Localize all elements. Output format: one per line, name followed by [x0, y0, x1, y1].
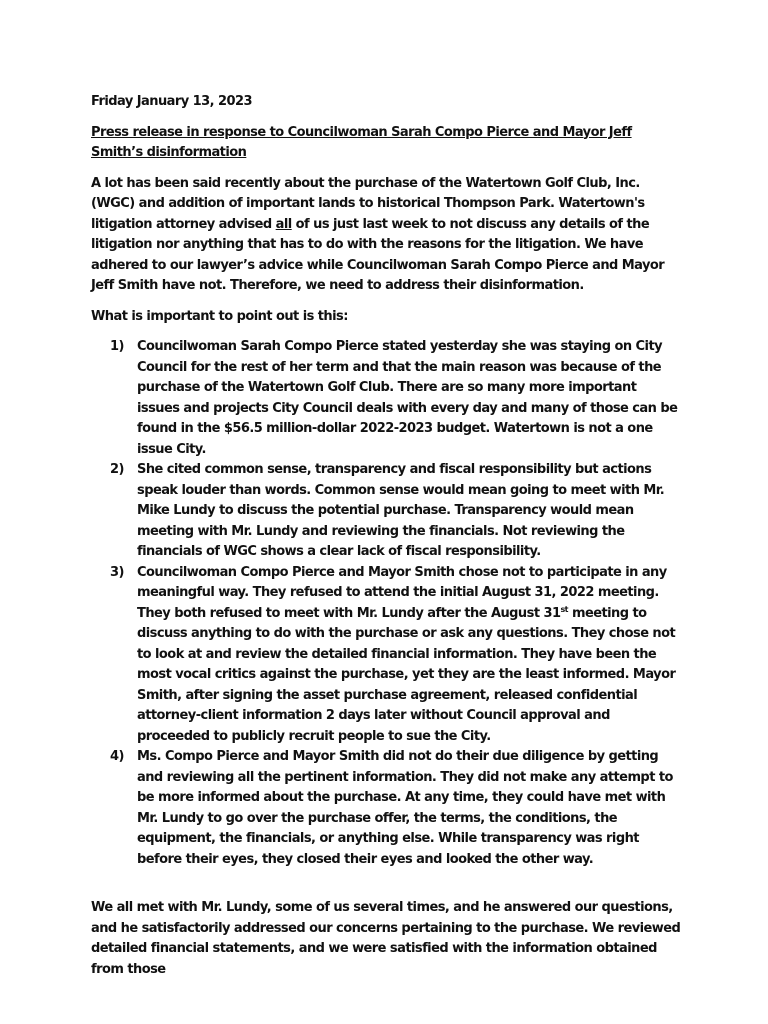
list-item-text [137, 565, 675, 744]
intro-text-end: of us just last week to not discuss any details of the litigation nor anything that has to do with the reasons for the litigation. We have adhered to our lawyer’s advice while Councilwoman Sarah Compo Pierce and Mayor Jeff Smith have not. Therefore, we need to address their disinformation. [91, 216, 665, 293]
lead-in-paragraph: What is important to point out is this: [91, 308, 348, 324]
closing-paragraph: We all met with Mr. Lundy, some of us several times, and he answered our questions, and he satisfactorily addressed our concerns pertaining to the purchase. We reviewed detailed financial statements, and we were satisfied with the information obtained from those [91, 900, 681, 977]
list-item-number: 3) [110, 564, 124, 580]
intro-paragraph [91, 174, 681, 297]
list-item-text: Ms. Compo Pierce and Mayor Smith did not do their due diligence by getting and reviewing all the pertinent information. They did not make any attempt to be more informed about the purchase. At any time, they could have met with Mr. Lundy to go over the purchase offer, the terms, the conditions, the equipment, the financials, or anything else. While transparency was right before their eyes, they closed their eyes and looked the other way. [137, 749, 673, 867]
document-page [91, 92, 681, 990]
list-item [91, 563, 681, 748]
list-item-text: Councilwoman Sarah Compo Pierce stated yesterday she was staying on City Council for the rest of her term and that the main reason was because of the purchase of the Watertown Golf Club. There are so many more important issues and projects City Council deals with every day and many of those can be found in the $56.5 million-dollar 2022-2023 budget. Watertown is not a one issue City. [137, 339, 678, 457]
list-item-text-part-b: meeting to discuss anything to do with the purchase or ask any questions. They chose not to look at and review the detailed financial information. They have been the most vocal critics against the purchase, yet they are the least informed. Mayor Smith, after signing the asset purchase agreement, released confidential attorney-client information 2 days later without Council approval and proceeded to publicly recruit people to sue the City. [137, 605, 676, 744]
intro-underlined-all: all [275, 216, 292, 232]
list-item [91, 337, 681, 460]
document-date: Friday January 13, 2023 [91, 94, 252, 109]
intro-text-start: A lot has been said recently about the purchase of the Watertown Golf Club, Inc. (WGC) and addition of important lands to historical Thompson Park. Watertown's litigation attorney advised [91, 175, 645, 232]
list-item-number: 2) [110, 462, 124, 477]
list-item [91, 747, 681, 870]
ordinal-suffix: st [560, 604, 568, 614]
list-item-text: She cited common sense, transparency and fiscal responsibility but actions speak louder than words. Common sense would mean going to meet with Mr. Mike Lundy to discuss the potential purchase. Transparency would mean meeting with Mr. Lundy and reviewing the financials. Not reviewing the financials of WGC shows a clear lack of fiscal responsibility. [137, 462, 665, 559]
list-item-text-part-a: Councilwoman Compo Pierce and Mayor Smith chose not to participate in any meaningful way. They refused to attend the initial August 31, 2022 meeting. They both refused to meet with Mr. Lundy after the August 31 [137, 564, 667, 621]
points-list [91, 337, 681, 870]
list-item-number: 4) [110, 749, 124, 764]
list-item [91, 460, 681, 563]
document-title: Press release in response to Councilwoman Sarah Compo Pierce and Mayor Jeff Smith’s disinformation [91, 124, 632, 160]
list-item-number: 1) [110, 339, 124, 354]
